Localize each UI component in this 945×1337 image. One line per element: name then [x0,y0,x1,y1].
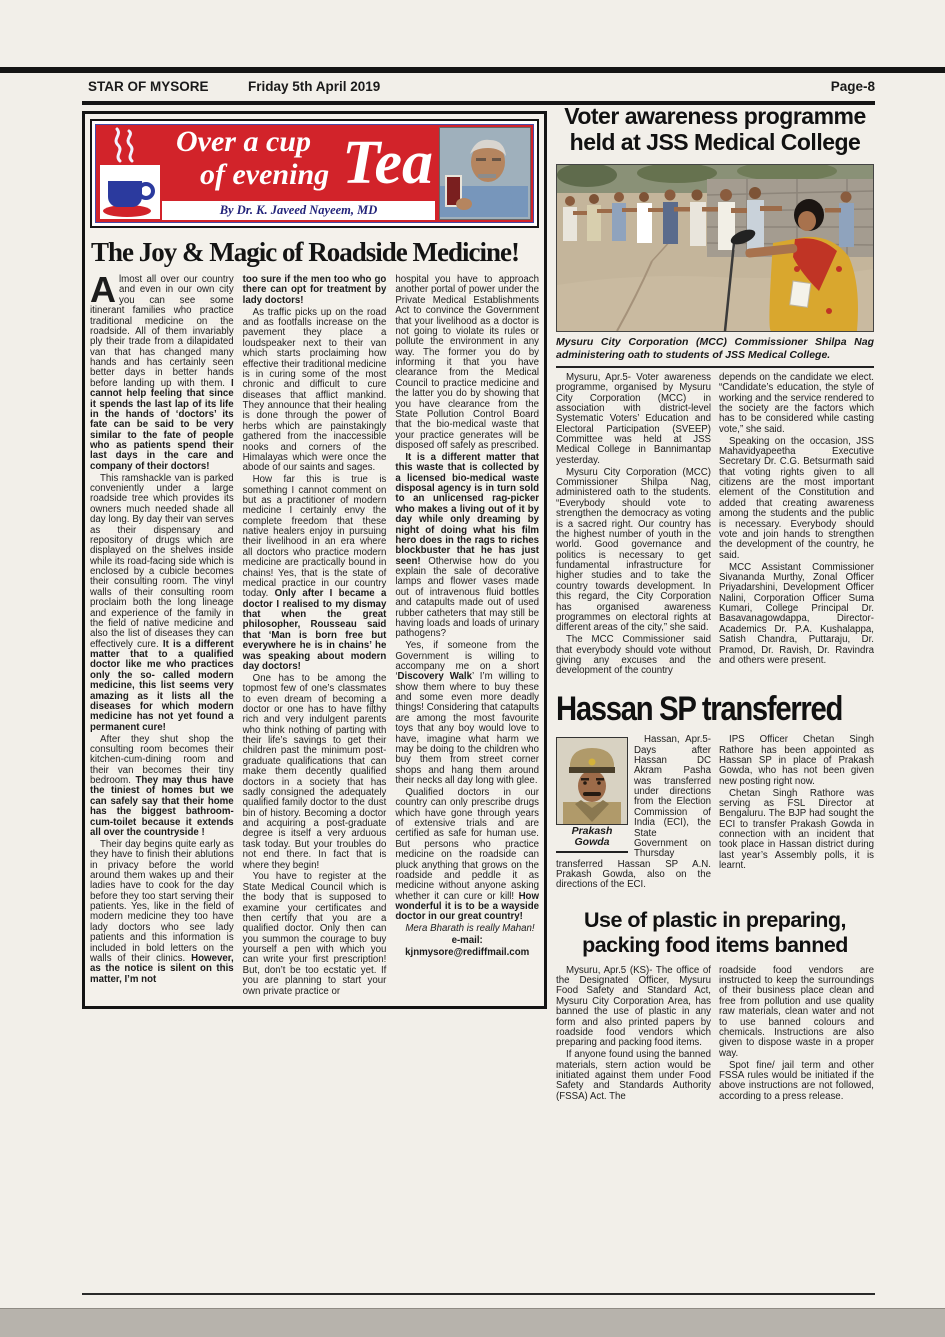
banner-title-word: Tea [342,129,433,197]
paragraph: IPS Officer Chetan Singh Rathore has been appointed as Hassan SP in place of Prakash Gowda, who has not been given new posting right now. [719,734,874,787]
bottom-rule [82,1293,875,1295]
author-byline: By Dr. K. Javeed Nayeem, MD [162,201,435,220]
paragraph: Spot fine/ jail term and other FSSA rules would be initiated if the above instructions are not followed, according to a press release. [719,1059,874,1102]
officer-photo [556,737,628,825]
plastic-article-col1 [556,966,711,1104]
issue-date: Friday 5th April 2019 [248,79,381,94]
plastic-article [556,966,874,1104]
paragraph: This ramshackle van is parked conveniently under a large roadside tree which provides its owners much needed shade all day long. By day their van serves as their dispensary and repository of drugs which are displayed on the shelves inside while its road-facing side which is enclosed by a cubicle becomes their consulting room. The vinyl walls of their consulting room proclaim both the long lineage and experience of the family in the field of native medicine and also the list of diseases they can effectively cure. It is a different matter that to a qualified doctor like me who practices only the so- called modern medicine, this list seems very amazing as it lists all the diseases for which modern medicine has not yet found a permanent cure! [90,472,234,733]
voter-article [556,373,874,678]
voter-article-col1 [556,373,711,678]
hassan-headline: Hassan SP transferred [556,690,843,729]
top-rule [0,67,945,73]
tea-banner-red-panel [95,124,534,223]
paragraph: One has to be among the topmost few of one’s classmates to even dream of becoming a doctor or one has to have filthy rich and very indulgent parents who think nothing of parting with their life’s savings to get their children past the minimum post-graduate qualifications that can make them decently qualified doctors in a society that has sadly consigned the adequately qualified family doctor to the dust bin of history. Becoming a doctor and acquiring a post-graduate degree is itself a very arduous task today. But your troubles do not end there. In fact that is where they begin! [242,672,387,871]
voter-article-col2 [719,373,874,678]
voter-event-photo [556,164,874,332]
voter-photo-caption: Mysuru City Corporation (MCC) Commissioner Shilpa Nag administering oath to students of JSS Medical College. [556,336,874,368]
paragraph: Qualified doctors in our country can only prescribe drugs which have gone through years of extensive trials and are certified as safe for human use. But persons who practice medicine on the roadside can pluck anything that grows on the roadside and peddle it as medicine without anyone asking whether it can cure or kill! How wonderful it is to be a wayside doctor in our great country! [395,786,540,923]
paragraph: kjnmysore@rediffmail.com [405,947,530,958]
paragraph: The MCC Commissioner said that everybody should vote without giving any excuses and the development of the country [556,634,711,677]
paragraph: Mera Bharath is really Mahan! [405,923,535,935]
tea-column-article [82,111,547,1009]
steam-icon [108,119,144,168]
plastic-headline-line1: Use of plastic in preparing, [584,908,846,933]
scan-edge [0,1308,945,1337]
paragraph: After they shut shop the consulting room becomes their kitchen-cum-dining room and their van becomes their tiny bedroom. They may thus have the tiniest of homes but we can safely say that their home has the biggest bathroom-cum-toilet because it extends all over the countryside ! [90,733,234,838]
tea-cup-icon [100,165,160,219]
plastic-article-col2 [719,966,874,1104]
drop-cap: A [90,269,116,310]
page-header [88,79,875,97]
article-column [395,275,539,998]
paragraph: MCC Assistant Commissioner Sivananda Murthy, Zonal Officer Priyadarshini, Development Officer Nalini, Corporation Officer Suma Kumari, College Principal Dr. Basavanagowdappa, Director-Academics Dr. P.A. Kushalappa, Satish Chandra, Puttaraju, Dr. Pramod, Dr. Ravish, Dr. Ravindra and others were present. [719,561,874,666]
right-column [556,104,874,1104]
paragraph: Speaking on the occasion, JSS Mahavidyapeetha Executive Secretary Dr. C.G. Betsurmath said that voting rights given to all citizens are the most important element of the Constitution and added that creating awareness among the students and the public is necessary. Everybody should vote and join hands to strengthen the development of the country, he said. [719,435,874,561]
paragraph: If anyone found using the banned materials, stern action would be initiated against them under Food Safety and Standards Authority (FSSA) Act. The [556,1049,711,1102]
officer-photo-caption: Prakash Gowda [556,825,628,852]
paragraph: e-mail: [451,935,483,947]
paragraph: Mysuru, Apr.5 (KS)- The office of the Designated Officer, Mysuru Food Safety and Standard Act, Mysuru City Corporation Area, has banned the use of plastic in any form and also printed papers by roadside food vendors which preparing and packing food items. [556,964,711,1049]
paragraph: How far this is true is something I cannot comment on but as a practitioner of modern medicine I certainly envy the complete freedom that these native healers enjoy in pursuing their livelihood in an era where all doctors who practice modern medicine are practically bound in chains! Yes, that is the state of medical practice in our country today. Only after I became a doctor I realised to my dismay that when the great philosopher, Rousseau said that ‘Man is born free but everywhere he is in chains’ he was speaking about modern day doctors! [242,474,387,672]
paragraph: Mysuru City Corporation (MCC) Commissioner Shilpa Nag, administered oath to the students. “Everybody should vote to strengthen the democracy as voting is a sacred right. Our country has the highest number of youth in the world. Good governance and politics is necessary to get fundamental infrastructure for higher studies and to take the country towards development. In this regard, the City Corporation has organised awareness programmes on electoral rights at different areas of the city,” she said. [556,466,711,634]
page-number: Page-8 [830,79,875,94]
banner-title-line1: Over a cup [176,125,311,158]
paragraph: As traffic picks up on the road and as footfalls increase on the pavement they place a loudspeaker next to their van which starts proclaiming how effective their traditional medicine is in curing some of the most chronic and difficult to cure diseases that afflict mankind. They announce that their healing is done through the power of herbs which are painstakingly gathered from the inaccessible nooks and corners of the Himalayas which were once the abode of our saints and sages. [242,306,387,474]
paper-name: STAR OF MYSORE [88,79,209,94]
paragraph: You have to register at the State Medical Council which is the body that is supposed to examine your certificates and then certify that you are a qualified doctor. Only then can you summon the courage to buy yourself a pen with which you can write your first prescription! But, don’t be too ecstatic yet. If you are planning to start your own private practice or [242,871,387,997]
paragraph: Almost all over our country and even in our own city you can see some itinerant families who practice traditional medicine on the roadside. All of them invariably ply their trade from a dilapidated van that has changed many hands and has certainly seen better days in better hands before landing up with them. I cannot help feeling that since it spends the last lap of its life in the hands of ‘doctors’ its fate can be said to be very similar to the fate of people who as patients spend their last days in the care and company of their doctors! [90,269,234,472]
plastic-headline-line2: packing food items banned [582,933,848,957]
voter-headline-line1: Voter awareness programme [564,103,866,129]
article-column [243,275,387,998]
officer-photo-block [556,737,628,852]
plastic-headline [556,908,874,957]
paragraph: Hassan, Apr.5- Days after Hassan DC Akram Pasha was transferred under directions from the Election Commission of India (ECI), the State Government on Thursday transferred Hassan SP A.N. Prakash Gowda, also on the directions of the ECI. [556,734,711,891]
paragraph: depends on the candidate we elect. “Candidate’s education, the style of working and the service rendered to the society are the factors which has to be considered while casting vote,” she said. [719,371,874,435]
hassan-article [556,735,874,892]
paragraph: Chetan Singh Rathore was serving as FSL Director at Bengaluru. The BJP had sought the ECI to transfer Prakash Gowda in connection with an incident that took place in Hassan district during last year’s Assembly polls, it is learnt. [719,787,874,872]
paragraph: It is a different matter that this waste that is collected by a licensed bio-medical waste disposal agency is in turn sold to an unlicensed rag-picker who makes a living out of it by day while only dreaming by night of doing what his film hero does in the rags to riches blockbuster that he has just seen! Otherwise how do you explain the sale of decorative lamps and flower vases made out of intravenous fluid bottles and catapults made out of used rubber catheters that may still be having loads and loads of urinary pathogens? [395,451,540,640]
article-body [90,269,540,998]
paragraph: Their day begins quite early as they have to finish their ablutions in privacy before the world around them wakes up and their ladies have to cook for the day before they too start serving their patients. Yes, like in the field of modern medicine they too have lady doctors who see lady patients and this information is included in bold letters on the walls of their clinics. However, as the notice is silent on this matter, I’m not [90,838,234,985]
banner-title-line2: of evening [200,158,330,191]
paragraph: too sure if the men too who go there can opt for treatment by lady doctors! [242,274,387,306]
author-photo [439,127,531,220]
paragraph: Mysuru, Apr.5- Voter awareness programme, organised by Mysuru City Corporation (MCC) in association with district-level Systematic Voters’ Education and Electoral Participation (SVEEP) Committee was held at JSS Medical College in Bannimantap yesterday. [556,371,711,466]
tea-banner [90,119,539,228]
article-column [90,269,234,998]
article-title: The Joy & Magic of Roadside Medicine! [91,237,519,267]
hassan-article-col1 [556,735,711,892]
paragraph: Yes, if someone from the Government is willing to accompany me on a short ‘Discovery Walk’ I’m willing to show them where to buy these and some even more deadly things! Considering that catapults are among the most favourite toys that any boy would love to have, imagine what harm we may be doing to the children who buy them from street corner shops and hang them around their necks all day long with glee. [395,640,540,786]
hassan-article-col2 [719,735,874,892]
paragraph: hospital you have to approach another portal of power under the Private Medical Establishments Act to convince the Government that your livelihood as a doctor is not going to violate its rules or pollute the environment in any way. The former you do by informing it that you have clearance from the Medical Council to practice medicine and the latter you do by showing that you have clearance from the State Pollution Control Board that the bio-medical waste that your practice generates will be disposed off safely as prescribed. [395,274,540,451]
paragraph: roadside food vendors are instructed to keep the surroundings of their business place clean and free from pollution and use quality raw materials, clean water and not to use banned colours and chemicals. Instructions are also given to dispose waste in a proper way. [719,964,874,1059]
voter-headline-line2: held at JSS Medical College [569,128,861,155]
voter-headline [556,104,874,156]
